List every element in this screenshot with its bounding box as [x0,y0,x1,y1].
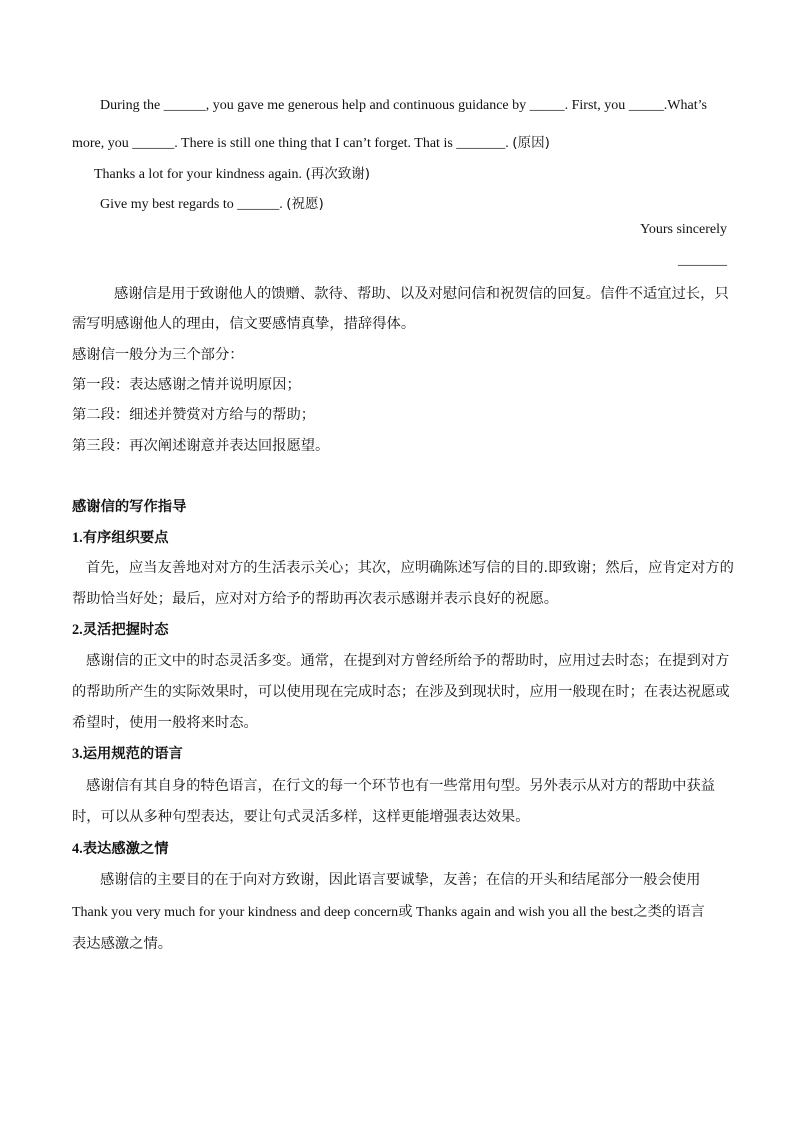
guide-section-2-line-1: 感谢信的正文中的时态灵活多变。通常，在提到对方曾经所给予的帮助时，应用过去时态；在提到对方 [86,653,730,669]
letter-line-1-text: During the ______, you gave me generous help and continuous guidance by _____. First, you _____.What’s [100,98,707,113]
guide-section-2-line-2: 的帮助所产生的实际效果时，可以使用现在完成时态；在涉及到现状时，应用一般现在时；在表达祝愿或 [72,684,730,700]
letter-line-2-note: (原因) [512,135,550,151]
guide-section-4-line-1: 感谢信的主要目的在于向对方致谢，因此语言要诚挚，友善；在信的开头和结尾部分一般会使用 [100,872,701,888]
guide-section-1-line-2: 帮助恰当好处；最后，应对对方给予的帮助再次表示感谢并表示良好的祝愿。 [72,591,559,607]
guide-section-3-heading [72,743,183,763]
guide-section-4-number: 4. [72,841,83,857]
guide-section-3-line-2: 时，可以从多种句型表达，要让句式灵活多样，这样更能增强表达效果。 [72,809,530,825]
guide-title: 感谢信的写作指导 [72,499,187,515]
guide-section-3-line-1: 感谢信有其自身的特色语言，在行文的每一个环节也有一些常用句型。另外表示从对方的帮助中获益 [86,778,716,794]
guide-section-4-connector: 或 [398,904,413,920]
guide-section-3-title: 运用规范的语言 [82,746,183,762]
guide-section-2-number: 2. [72,622,83,638]
guide-section-1-number: 1. [72,530,83,546]
guide-section-2-line-3: 希望时，使用一般将来时态。 [72,715,258,731]
guide-section-4-line-3: 表达感激之情。 [72,936,173,952]
guide-section-4-line-2 [72,901,705,921]
letter-signature-blank: _______ [678,253,727,268]
guide-section-2-title: 灵活把握时态 [82,622,169,638]
guide-section-4-title: 表达感激之情 [82,841,169,857]
intro-part-1: 第一段：表达感谢之情并说明原因； [72,377,301,393]
guide-section-4-phrase-1: Thank you very much for your kindness and deep concern [72,905,399,920]
letter-line-3-note: (再次致谢) [305,166,371,182]
intro-part-3: 第三段：再次阐述谢意并表达回报愿望。 [72,438,330,454]
guide-section-1-line-1: 首先，应当友善地对对方的生活表示关心；其次，应明确陈述写信的目的.即致谢；然后，应肯定对方的 [86,560,734,576]
letter-line-2-text: more, you ______. There is still one thing that I can’t forget. That is _______. [72,136,509,151]
intro-paragraph-line-1: 感谢信是用于致谢他人的馈赠、款待、帮助、以及对慰问信和祝贺信的回复。信件不适宜过长，只 [114,286,729,302]
letter-line-2 [72,131,550,152]
letter-line-4-text: Give my best regards to ______. [100,197,283,212]
intro-parts-intro: 感谢信一般分为三个部分： [72,347,244,363]
letter-line-3 [94,162,370,183]
guide-section-1-heading [72,527,169,547]
guide-section-4-heading [72,838,169,858]
guide-section-3-number: 3. [72,746,83,762]
guide-section-1-title: 有序组织要点 [82,530,169,546]
guide-section-2-heading [72,619,169,639]
letter-line-4 [100,192,324,213]
guide-section-4-phrase-2: Thanks again and wish you all the best [415,905,634,920]
intro-part-2: 第二段：细述并赞赏对方给与的帮助； [72,407,316,423]
intro-paragraph-line-2: 需写明感谢他人的理由，信文要感情真挚，措辞得体。 [72,316,416,332]
letter-closing: Yours sincerely [640,222,727,237]
letter-line-3-text: Thanks a lot for your kindness again. [94,167,303,182]
letter-line-4-note: (祝愿) [286,196,324,212]
guide-section-4-suffix: 之类的语言 [633,904,705,920]
letter-line-1 [100,98,707,114]
